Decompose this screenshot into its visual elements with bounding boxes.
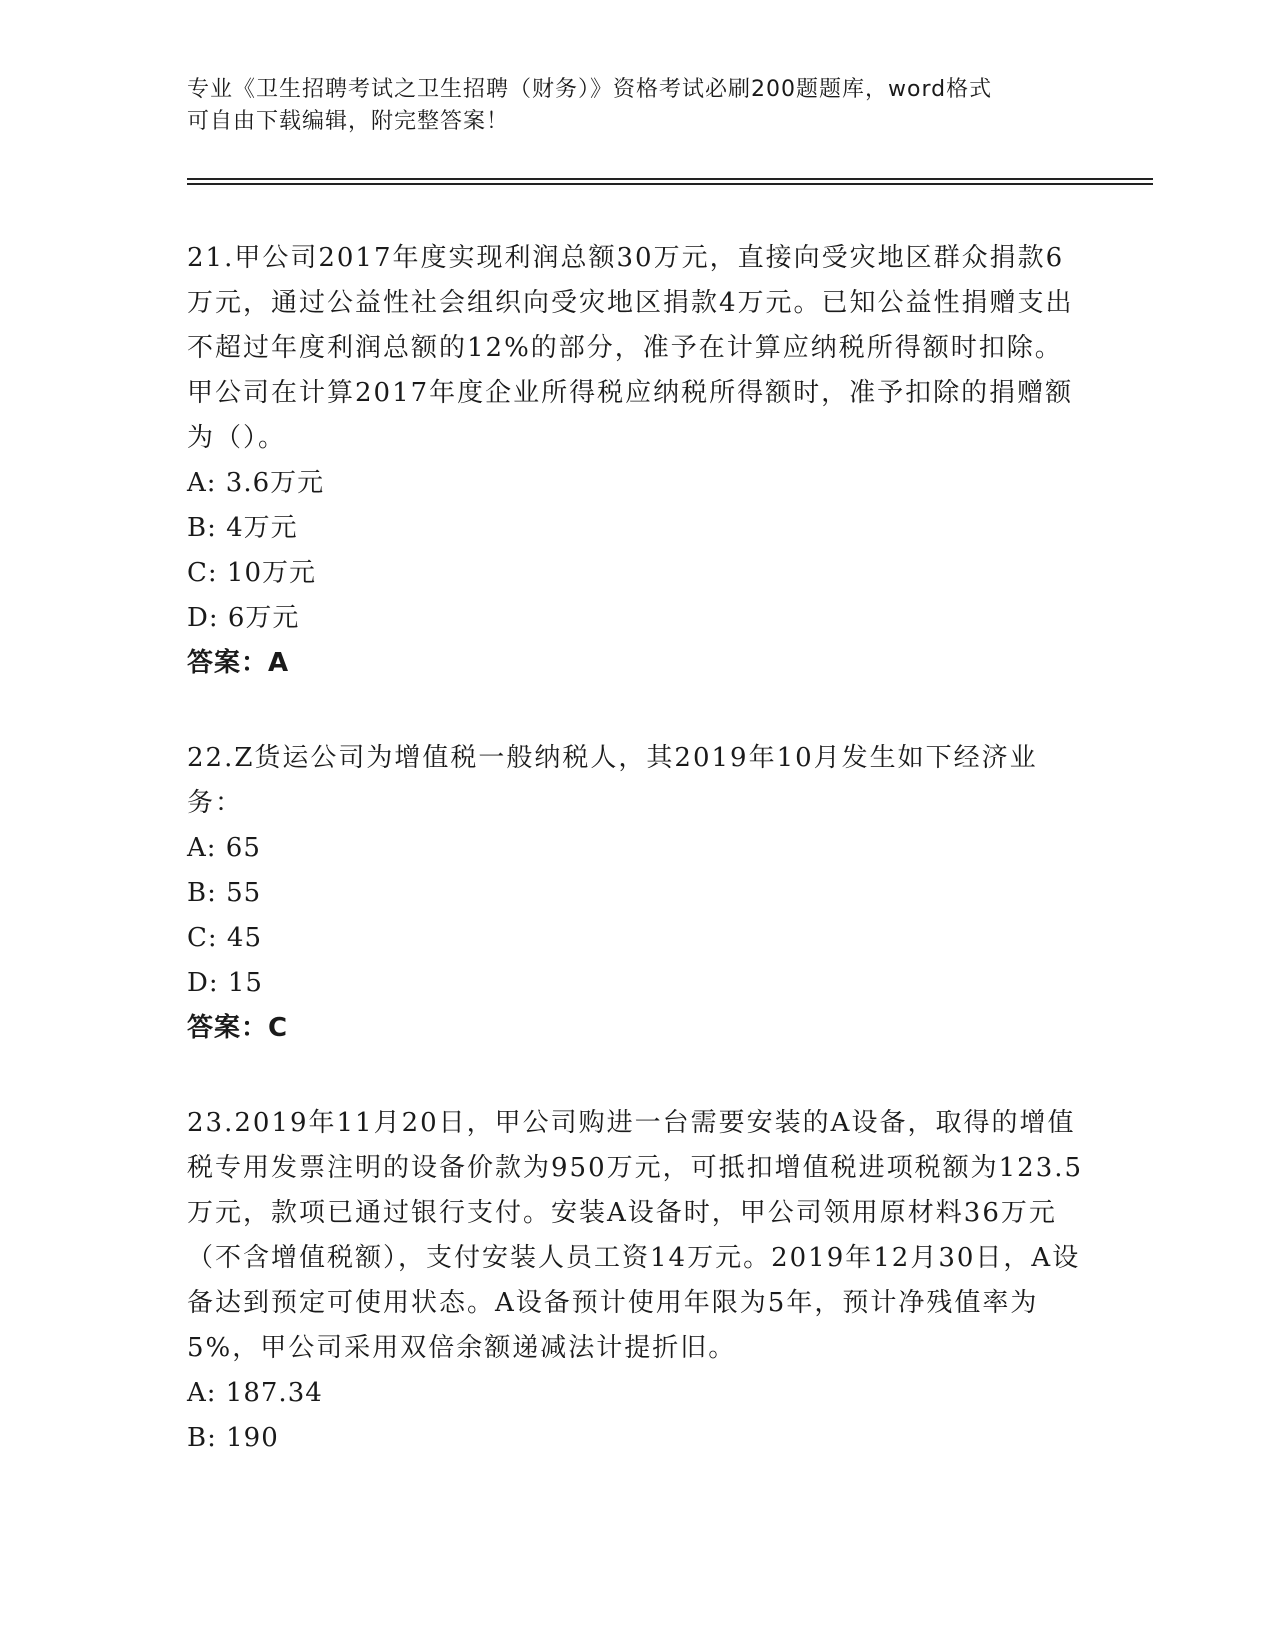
- question-22: [187, 736, 1087, 1051]
- question-21: [187, 236, 1087, 686]
- option-c: C: 45: [187, 923, 263, 953]
- option-d: D: 6万元: [187, 603, 300, 633]
- question-text: 22.Z货运公司为增值税一般纳税人，其2019年10月发生如下经济业务：: [187, 743, 1038, 818]
- option-c: C: 10万元: [187, 558, 317, 588]
- question-text: 21.甲公司2017年度实现利润总额30万元，直接向受灾地区群众捐款6万元，通过公益性社会组织向受灾地区捐款4万元。已知公益性捐赠支出不超过年度利润总额的12%的部分，准予在计算应纳税所得额时扣除。甲公司在计算2017年度企业所得税应纳税所得额时，准予扣除的捐赠额为（）。: [187, 243, 1074, 453]
- question-23: [187, 1101, 1087, 1461]
- header-divider-top: [187, 178, 1153, 180]
- option-a: A: 65: [187, 833, 261, 863]
- header-line-2: 可自由下载编辑，附完整答案！: [187, 109, 510, 134]
- document-header: [187, 74, 1087, 138]
- option-d: D: 15: [187, 968, 263, 998]
- option-b: B: 190: [187, 1423, 279, 1453]
- option-b: B: 4万元: [187, 513, 298, 543]
- option-b: B: 55: [187, 878, 262, 908]
- header-divider-bottom: [187, 183, 1153, 185]
- header-line-1: 专业《卫生招聘考试之卫生招聘（财务）》资格考试必刷200题题库，word格式: [187, 77, 993, 102]
- question-text: 23.2019年11月20日，甲公司购进一台需要安装的A设备，取得的增值税专用发票注明的设备价款为950万元，可抵扣增值税进项税额为123.5万元，款项已通过银行支付。安装A设备时，甲公司领用原材料36万元（不含增值税额），支付安装人员工资14万元。2019年12月30日，A设备达到预定可使用状态。A设备预计使用年限为5年，预计净残值率为5%，甲公司采用双倍余额递减法计提折旧。: [187, 1108, 1084, 1363]
- option-a: A: 3.6万元: [187, 468, 325, 498]
- answer-label: 答案：A: [187, 648, 290, 678]
- answer-label: 答案：C: [187, 1013, 289, 1043]
- option-a: A: 187.34: [187, 1378, 323, 1408]
- question-list: [187, 236, 1087, 1511]
